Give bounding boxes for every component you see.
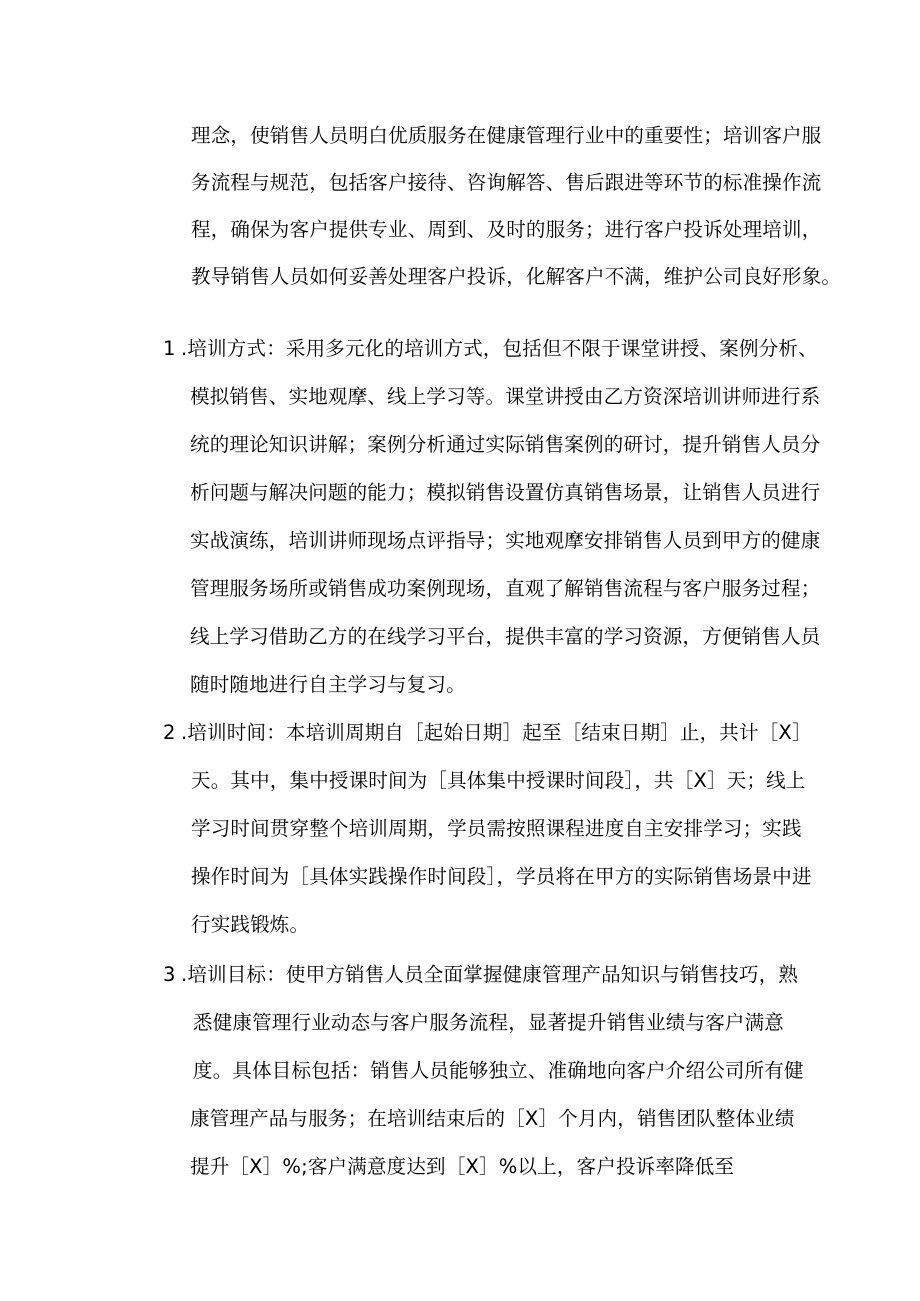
item-line: 模拟销售、实地观摩、线上学习等。课堂讲授由乙方资深培训讲师进行系 [190, 385, 821, 408]
item-line: .培训目标：使甲方销售人员全面掌握健康管理产品知识与销售技巧，熟 [181, 963, 799, 986]
intro-line: 程，确保为客户提供专业、周到、及时的服务；进行客户投诉处理培训， [191, 218, 822, 241]
item-line: .培训方式：采用多元化的培训方式，包括但不限于课堂讲授、案例分析、 [181, 337, 818, 360]
item-line: 学习时间贯穿整个培训周期，学员需按照课程进度自主安排学习；实践 [191, 817, 802, 840]
item-line: 度。具体目标包括：销售人员能够独立、准确地向客户介绍公司所有健 [193, 1059, 804, 1082]
item-line: 操作时间为［具体实践操作时间段］，学员将在甲方的实际销售场景中进 [191, 865, 812, 888]
intro-line: 理念，使销售人员明白优质服务在健康管理行业中的重要性；培训客户服 [191, 124, 822, 147]
item-line: 康管理产品与服务；在培训结束后的［X］个月内，销售团队整体业绩 [190, 1107, 795, 1130]
item-line: 析问题与解决问题的能力；模拟销售设置仿真销售场景，让销售人员进行 [190, 481, 821, 504]
item-line: 天。其中，集中授课时间为［具体集中授课时间段］，共［X］天；线上 [191, 769, 806, 792]
item-line: .培训时间：本培训周期自［起始日期］起至［结束日期］止，共计［X］ [181, 721, 812, 744]
item-number: 1 [163, 337, 176, 360]
item-line: 提升［X］%;客户满意度达到［X］%以上，客户投诉率降低至 [190, 1155, 735, 1178]
intro-line: 教导销售人员如何妥善处理客户投诉，化解客户不满，维护公司良好形象。 [191, 265, 842, 288]
intro-line: 务流程与规范，包括客户接待、咨询解答、售后跟进等环节的标准操作流 [191, 171, 822, 194]
item-number: 2 [163, 721, 176, 744]
item-number: 3 [163, 963, 176, 986]
item-line: 管理服务场所或销售成功案例现场，直观了解销售流程与客户服务过程； [190, 577, 821, 600]
item-line: 统的理论知识讲解；案例分析通过实际销售案例的研讨，提升销售人员分 [190, 433, 821, 456]
item-line: 随时随地进行自主学习与复习。 [190, 673, 466, 696]
item-line: 行实践锻炼。 [191, 913, 310, 936]
item-line: 实战演练，培训讲师现场点评指导；实地观摩安排销售人员到甲方的健康 [190, 529, 821, 552]
item-line: 线上学习借助乙方的在线学习平台，提供丰富的学习资源，方便销售人员 [190, 625, 821, 648]
item-line: 悉健康管理行业动态与客户服务流程，显著提升销售业绩与客户满意 [193, 1011, 785, 1034]
